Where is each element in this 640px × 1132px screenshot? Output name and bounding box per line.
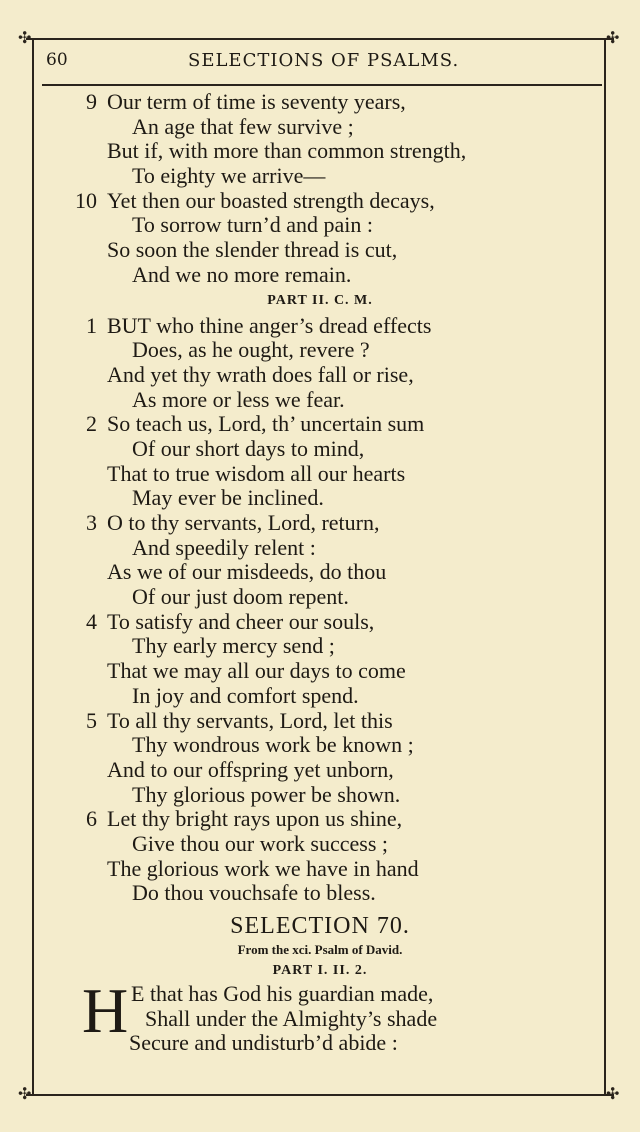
verse-text: Give thou our work success ;: [132, 830, 389, 856]
verse-text: And speedily relent :: [132, 534, 316, 560]
verse-line: [0, 659, 640, 684]
verse-number: 3: [86, 510, 97, 535]
verse-line: [0, 881, 640, 906]
verse-text: To satisfy and cheer our souls,: [107, 608, 375, 634]
verse-text: As more or less we fear.: [132, 386, 345, 412]
verse-line: [0, 139, 640, 164]
selection-title: SELECTION 70.: [230, 913, 410, 939]
verse-text: Of our just doom repent.: [132, 584, 349, 610]
page-header: [46, 50, 470, 74]
psalm-stanzas-part-one: [0, 90, 640, 288]
line-text: Secure and undisturb’d abide :: [129, 1030, 398, 1056]
corner-ornament-icon: ✣: [606, 1084, 620, 1103]
verse-number: 4: [86, 608, 97, 634]
verse-text: But if, with more than common strength,: [107, 138, 467, 164]
verse-text: And yet thy wrath does fall or rise,: [107, 361, 414, 387]
verse-line: [0, 388, 640, 413]
verse-text: An age that few survive ;: [132, 113, 354, 139]
selection-line: [0, 1007, 640, 1032]
verse-line: [0, 115, 640, 140]
verse-number: 6: [86, 806, 97, 832]
verse-text: To sorrow turn’d and pain :: [132, 212, 374, 238]
verse-line: [0, 412, 640, 437]
selection-source: From the xci. Psalm of David.: [237, 942, 403, 957]
verse-line: [0, 486, 640, 511]
verse-text: Thy wondrous work be known ;: [132, 732, 414, 758]
page-body: [0, 90, 640, 1056]
verse-line: [0, 213, 640, 238]
line-text: E that has God his guardian made,: [131, 981, 434, 1006]
verse-text: Of our short days to mind,: [132, 435, 365, 461]
verse-number: 2: [86, 411, 97, 437]
verse-line: [0, 164, 640, 189]
verse-line: [0, 338, 640, 363]
verse-number: 10: [75, 187, 97, 213]
line-text: Shall under the Almighty’s shade: [145, 1005, 438, 1031]
verse-line: [0, 758, 640, 783]
verse-text: So soon the slender thread is cut,: [107, 237, 398, 263]
verse-line: [0, 263, 640, 288]
verse-text: O to thy servants, Lord, return,: [107, 510, 380, 535]
verse-number: 5: [86, 707, 97, 733]
verse-text: Our term of time is seventy years,: [107, 89, 406, 114]
verse-line: [0, 536, 640, 561]
verse-line: [0, 314, 640, 339]
verse-line: [0, 684, 640, 709]
verse-number: 1: [86, 312, 97, 338]
verse-text: Thy early mercy send ;: [132, 633, 335, 659]
verse-line: [0, 610, 640, 635]
verse-text: BUT who thine anger’s dread effects: [107, 312, 432, 338]
verse-text: May ever be inclined.: [132, 485, 324, 511]
verse-text: The glorious work we have in hand: [107, 855, 419, 881]
verse-line: [0, 363, 640, 388]
verse-text: Thy glorious power be shown.: [132, 781, 401, 807]
running-title: SELECTIONS OF PSALMS.: [188, 50, 460, 71]
verse-line: [0, 807, 640, 832]
corner-ornament-icon: ✣: [18, 28, 32, 47]
verse-text: Does, as he ought, revere ?: [132, 337, 370, 363]
selection-opening: [0, 975, 640, 1056]
frame-bottom-rule: [26, 1094, 614, 1096]
part-heading: PART II. C. M.: [267, 292, 373, 308]
verse-line: [0, 783, 640, 808]
verse-text: As we of our misdeeds, do thou: [107, 559, 387, 585]
corner-ornament-icon: ✣: [18, 1084, 32, 1103]
verse-line: [0, 462, 640, 487]
drop-cap: H: [82, 975, 129, 1046]
verse-line: [0, 238, 640, 263]
verse-text: And to our offspring yet unborn,: [107, 756, 394, 782]
selection-line: [0, 982, 640, 1007]
verse-text: So teach us, Lord, th’ uncertain sum: [107, 411, 425, 437]
verse-line: [0, 189, 640, 214]
verse-line: [0, 733, 640, 758]
verse-text: Let thy bright rays upon us shine,: [107, 806, 403, 832]
verse-text: And we no more remain.: [132, 261, 352, 287]
verse-text: Yet then our boasted strength decays,: [107, 187, 435, 213]
verse-line: [0, 437, 640, 462]
verse-text: Do thou vouchsafe to bless.: [132, 880, 376, 906]
verse-text: That to true wisdom all our hearts: [107, 460, 406, 486]
verse-line: [0, 709, 640, 734]
corner-ornament-icon: ✣: [606, 28, 620, 47]
selection-line: [0, 1031, 640, 1056]
verse-line: [0, 585, 640, 610]
verse-number: 9: [86, 89, 97, 114]
page-number: 60: [46, 50, 68, 70]
verse-text: That we may all our days to come: [107, 658, 406, 684]
verse-text: To all thy servants, Lord, let this: [107, 707, 393, 733]
verse-text: In joy and comfort spend.: [132, 682, 359, 708]
selection-part-heading: PART I. II. 2.: [272, 963, 368, 978]
verse-line: [0, 90, 640, 115]
verse-line: [0, 832, 640, 857]
psalm-stanzas-part-two: [0, 314, 640, 907]
verse-line: [0, 634, 640, 659]
header-rule: [42, 84, 602, 86]
verse-line: [0, 511, 640, 536]
verse-text: To eighty we arrive—: [132, 163, 326, 189]
verse-line: [0, 857, 640, 882]
verse-line: [0, 560, 640, 585]
frame-top-rule: [26, 38, 614, 40]
